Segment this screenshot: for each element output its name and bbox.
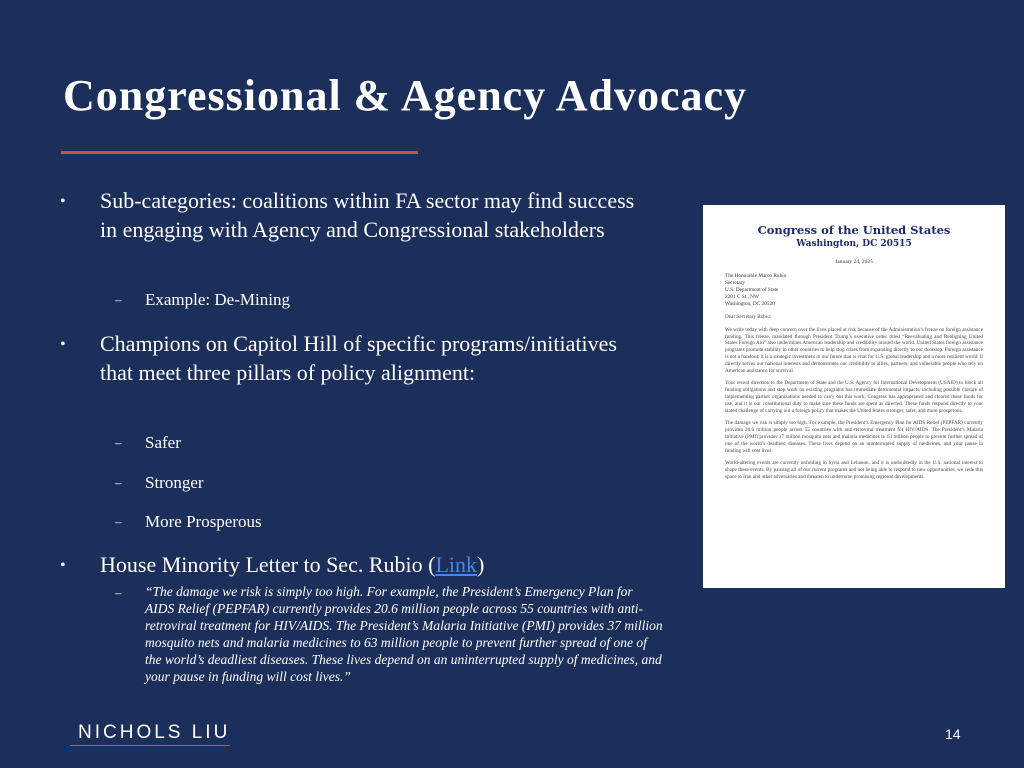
- bullet-2-sub-1: Safer: [145, 433, 181, 452]
- letter-date: January 24, 2025: [835, 259, 873, 265]
- letter-address-line: The Honorable Marco Rubio: [725, 273, 787, 279]
- letter-image: [703, 205, 1005, 588]
- letter-address-line: 2201 C St., NW: [725, 294, 759, 300]
- letter-paragraph: The damage we risk is simply too high. For example, the President’s Emergency Plan for AIDS Relief (PEPFAR) currently provides 20.6 million people across 55 countries with anti-retroviral treatment for HIV/AIDS. The President’s Malaria Initiative (PMI) provides 37 million mosquito nets and malaria medicines to 63 million people to prevent further spread of one of the world’s deadliest diseases. These lives depend on an uninterrupted supply of medicines, and your pause in funding will cost lives.: [725, 420, 983, 454]
- bullet-1-text: Sub-categories: coalitions within FA sector may find success in engaging with Agency and Congressional stakeholders: [100, 188, 635, 242]
- nichols-liu-logo: NICHOLS LIU: [78, 722, 231, 743]
- slide-title: Congressional & Agency Advocacy: [63, 71, 748, 120]
- letter-salutation: Dear Secretary Rubio:: [725, 314, 772, 320]
- letter-quote: “The damage we risk is simply too high. For example, the President’s Emergency Plan for AIDS Relief (PEPFAR) currently provides 20.6 million people across 55 countries with anti-retroviral treatment for HIV/AIDS. The President’s Malaria Initiative (PMI) provides 37 million mosquito nets and malaria medicines to 63 million people to prevent further spread of one of the world’s deadliest diseases. These lives depend on an uninterrupted supply of medicines, and your pause in funding will cost lives.”: [145, 584, 663, 684]
- footer-underline: [70, 745, 230, 746]
- bullet-3-sub-1-marker: –: [115, 585, 122, 600]
- bullet-3-text-before: House Minority Letter to Sec. Rubio (: [100, 552, 436, 577]
- bullet-1-marker: •: [60, 193, 66, 210]
- letter-address-line: U.S. Department of State: [725, 287, 779, 293]
- letter-address-line: Secretary: [725, 280, 745, 286]
- bullet-3-text: [100, 550, 660, 579]
- bullet-3-marker: •: [60, 557, 66, 574]
- page-number: 14: [945, 726, 961, 742]
- bullet-2-sub-2: Stronger: [145, 473, 204, 492]
- bullet-3-text-after: ): [477, 552, 485, 577]
- letter-paragraph: World-altering events are currently unfolding in Syria and Lebanon, and it is undoubtedly in the U.S. national interest to shape these events. By pausing all of our current programs and not being able to respond to new opportunities, we cede this space to Iran and other adversaries and threaten to undermine promising regional developments.: [725, 460, 983, 480]
- bullet-1-sub-1: Example: De-Mining: [145, 290, 290, 309]
- letter-paragraph: Your recent direction to the Department of State and the U.S. Agency for International Development (USAID) to block all funding obligations and stop work on existing programs has immediate detrimental impacts, including possible closure of implementing partner organizations needed to carry out this work. Congress has appropriated and cleared these funds for use, and it is our constitutional duty to make sure these funds are spent as directed. These funds respond directly to your stated challenge of carrying out a foreign policy that makes the United States stronger, safer, and more prosperous.: [725, 380, 983, 414]
- letter-subheading: Washington, DC 20515: [796, 239, 912, 249]
- bullet-1-sub-1-marker: –: [115, 292, 122, 307]
- letter-address-line: Washington, DC 20520: [725, 301, 775, 307]
- title-underline: [61, 151, 418, 154]
- letter-heading: Congress of the United States: [757, 223, 951, 237]
- letter-paragraph: We write today with deep concern over the lives placed at risk because of the Administration’s freeze on foreign assistance funding. This freeze, mandated through President Trump’s executive order titled “Reevaluating and Realigning United States Foreign Aid” also undermines American leadership and credibility around the world. United States foreign assistance programs promote stability in other countries to help stop crises from expanding directly to our doorstep. Foreign assistance is not a handout; it is a strategic investment in our future that is vital for U.S. global leadership and a more resilient world. It directly serves our national interests and demonstrates our credibility to allies, partners, and vulnerable people who rely on American assistance for survival.: [725, 326, 983, 374]
- bullet-2-sub-3: More Prosperous: [145, 512, 262, 531]
- bullet-2-sub-1-marker: –: [115, 435, 122, 450]
- bullet-2-marker: •: [60, 336, 66, 353]
- bullet-2-text: Champions on Capitol Hill of specific programs/initiatives that meet three pillars of policy alignment:: [100, 331, 617, 385]
- letter-address: [725, 273, 983, 308]
- bullet-2-sub-3-marker: –: [115, 514, 122, 529]
- letter-link[interactable]: Link: [435, 552, 478, 577]
- bullet-2-sub-2-marker: –: [115, 475, 122, 490]
